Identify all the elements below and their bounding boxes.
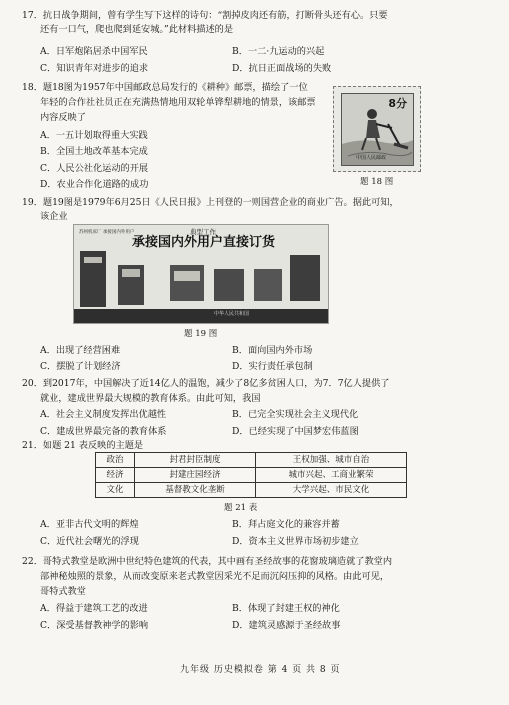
q17-stem-line2: 还有一口气，爬也爬到延安城。”此材料描述的是: [40, 24, 234, 35]
q22-option-a: A．得益于建筑工艺的改进: [40, 603, 148, 614]
q19-option-b: B．面向国内外市场: [232, 345, 313, 356]
table-row: [96, 453, 407, 468]
q17-stem-line1: 17．抗日战争期间，曾有学生写下这样的诗句：“割掉皮肉还有筋，打断骨头还有心。只要: [22, 10, 388, 21]
q18-stem-line2: 年轻的合作社社员正在充满热情地用双轮单铧犁耕地的情景，该邮票: [40, 97, 316, 108]
newspaper-ad-image: [73, 224, 329, 324]
q21-option-a: A．亚非古代文明的辉煌: [40, 519, 139, 530]
table-cell: 封建庄园经济: [135, 468, 256, 483]
q18-option-b: B．全国土地改革基本完成: [40, 146, 148, 157]
table-cell: 封君封臣制度: [135, 453, 256, 468]
ad-kicker: 典型工作: [190, 228, 216, 236]
table-cell: 政治: [96, 453, 135, 468]
stamp-value: 8分: [388, 97, 407, 110]
q22-stem-line3: 哥特式教堂: [40, 586, 86, 597]
q19-figure-caption: 题 19 图: [184, 329, 218, 339]
q19-option-a: A．出现了经营困难: [40, 345, 121, 356]
q20-stem-line2: 就业，建成世界最大规模的教育体系。由此可知，我国: [40, 393, 261, 404]
q17-option-b: B．一二·九运动的兴起: [232, 46, 325, 57]
stamp-country-text: 中国人民邮政: [356, 154, 387, 161]
ad-footer: 中华人民共和国: [214, 311, 250, 317]
q18-option-d: D．农业合作化道路的成功: [40, 179, 149, 190]
q21-option-d: D．资本主义世界市场初步建立: [232, 536, 359, 547]
q18-stem-line1: 18．题18图为1957年中国邮政总局发行的《耕种》邮票，描绘了一位: [22, 82, 308, 93]
q22-option-c: C．深受基督教神学的影响: [40, 620, 149, 631]
q21-option-c: C．近代社会曙光的浮现: [40, 536, 139, 547]
stamp-image: [333, 86, 421, 172]
table-cell: 大学兴起、市民文化: [256, 483, 407, 498]
q20-option-a: A．社会主义制度发挥出优越性: [40, 409, 167, 420]
q18-stem-line3: 内容反映了: [40, 112, 86, 123]
q18-option-a: A．一五计划取得重大实践: [40, 130, 148, 141]
q20-option-d: D．已经实现了中国梦宏伟蓝图: [232, 426, 359, 437]
q20-stem-line1: 20．到2017年，中国解决了近14亿人的温饱，减少了8亿多贫困人口，为7．7亿人提供了: [22, 378, 390, 389]
q18-figure-caption: 题 18 图: [360, 177, 394, 187]
ad-headline: 承接国内外用户直接订货: [132, 235, 276, 250]
page-footer: 九年级 历史模拟卷 第 4 页 共 8 页: [180, 665, 341, 675]
table-cell: 经济: [96, 468, 135, 483]
stamp-picture: [341, 93, 414, 166]
q21-table: [95, 452, 407, 498]
table-row: [96, 468, 407, 483]
q22-option-b: B．体现了封建王权的神化: [232, 603, 340, 614]
q17-option-d: D．抗日正面战场的失败: [232, 63, 332, 74]
q22-stem-line1: 22．哥特式教堂是欧洲中世纪特色建筑的代表，其中画有圣经故事的花窗玻璃造就了教堂内: [22, 556, 393, 567]
q21-stem: 21．如题 21 表反映的主题是: [22, 440, 144, 451]
q17-option-c: C．知识青年对进步的追求: [40, 63, 149, 74]
table-cell: 文化: [96, 483, 135, 498]
table-row: [96, 483, 407, 498]
q17-option-a: A．日军炮陷居杀中国军民: [40, 46, 148, 57]
q19-option-d: D．实行责任承包制: [232, 361, 313, 372]
q22-option-d: D．建筑灵感源于圣经故事: [232, 620, 341, 631]
q19-stem-line2: 该企业: [40, 211, 68, 222]
ad-company-name: 苏州机床厂 承接国内外用户: [79, 230, 135, 235]
q21-option-b: B．拜占庭文化的兼容并蓄: [232, 519, 340, 530]
q19-stem-line1: 19．题19图是1979年6月25日《人民日报》上刊登的一则国营企业的商业广告。据此可知，: [22, 197, 399, 208]
q20-option-b: B．已完全实现社会主义现代化: [232, 409, 359, 420]
q20-option-c: C．建成世界最完备的教育体系: [40, 426, 167, 437]
q21-table-caption: 题 21 表: [224, 503, 258, 513]
table-cell: 城市兴起、工商业繁荣: [256, 468, 407, 483]
q19-option-c: C．摆脱了计划经济: [40, 361, 121, 372]
q22-stem-line2: 部神秘烛照的景象，从而改变原来老式教堂因采光不足而沉闷压抑的风格。由此可见，: [40, 571, 390, 582]
table-cell: 基督教文化垄断: [135, 483, 256, 498]
q18-option-c: C．人民公社化运动的开展: [40, 163, 149, 174]
table-cell: 王权加强、城市自治: [256, 453, 407, 468]
